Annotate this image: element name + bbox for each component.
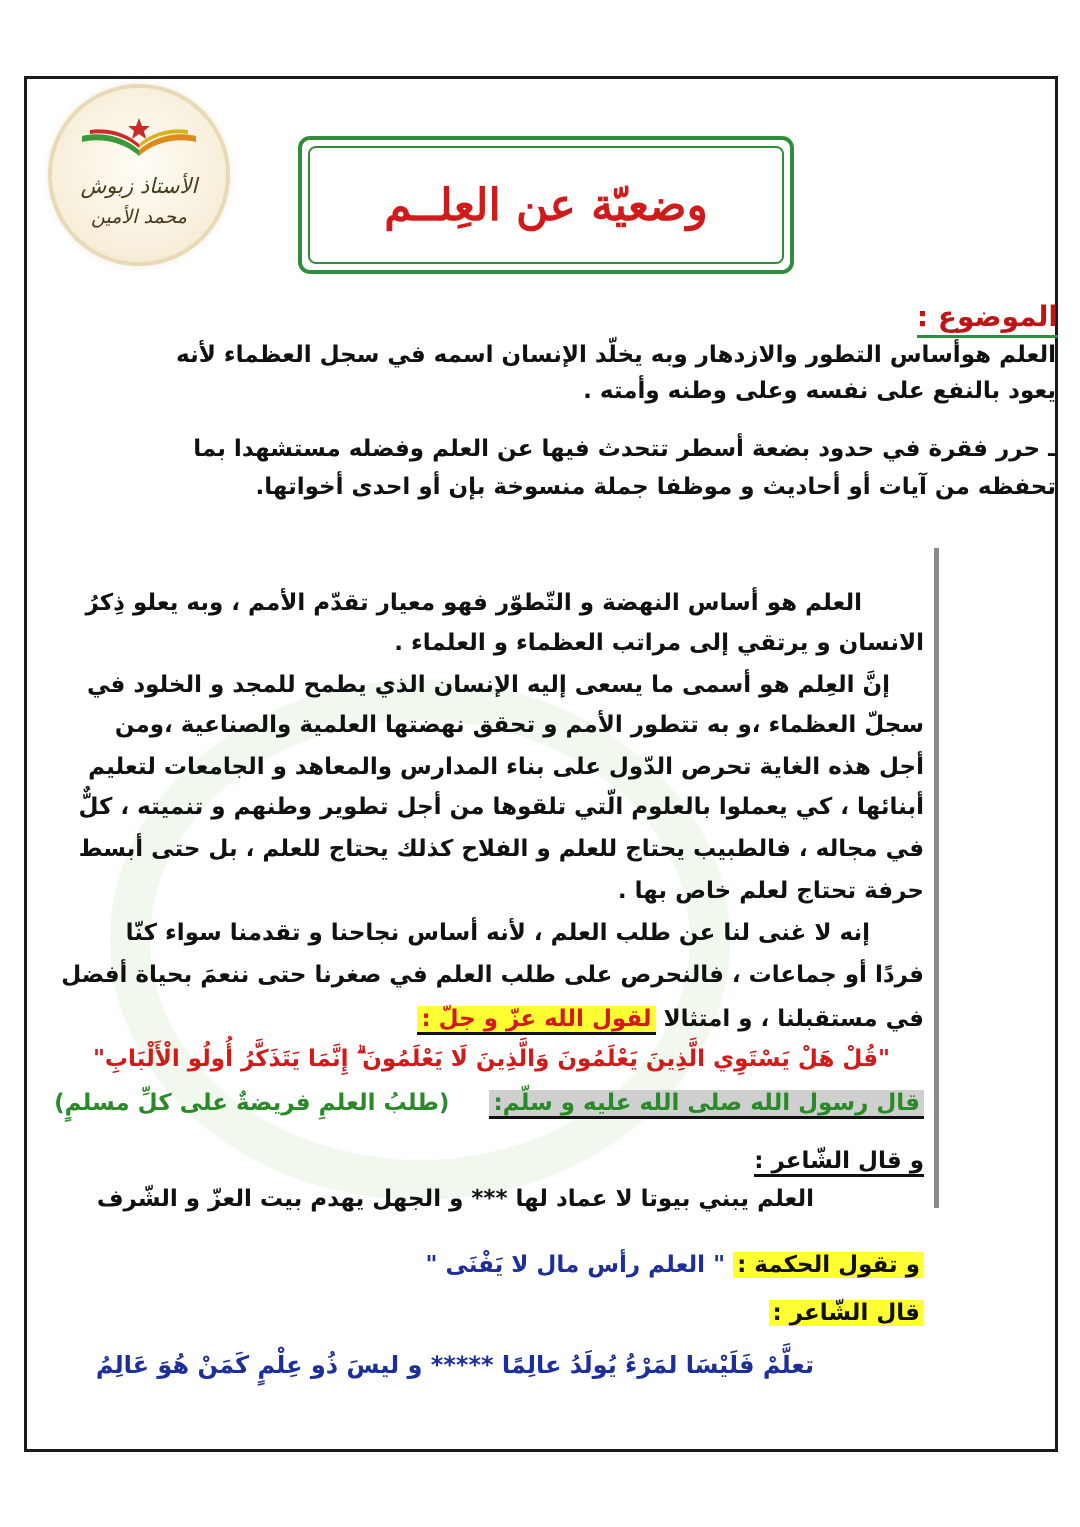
task-line-3: ـ حرر فقرة في حدود بضعة أسطر تتحدث فيها عن العلم وفضله مستشهدا بما <box>193 436 1056 462</box>
poem2-line: تعلَّمْ فَلَيْسَا لمَرْءُ يُولَدُ عالِمًا ***** و ليسَ ذُو عِلْمٍ كَمَنْ هُوَ عَالِمُ <box>95 1351 814 1379</box>
poet2-intro: قال الشّاعر : <box>769 1300 924 1326</box>
wisdom-line <box>425 1250 924 1280</box>
essay-line: أبنائها ، كي يعملوا بالعلوم الّتي تلقوها من أجل تطوير وطنهم و تنميته ، كلٌّ <box>78 794 924 820</box>
logo-text-1: الأستاذ زبوش <box>80 174 198 198</box>
poem-line: العلم يبني بيوتا لا عماد لها *** و الجهل يهدم بيت العزّ و الشّرف <box>96 1186 814 1212</box>
task-line-1: العلم هوأساس التطور والازدهار وبه يخلّد الإنسان اسمه في سجل العظماء لأنه <box>176 342 1056 368</box>
essay-line: الانسان و يرتقي إلى مراتب العظماء و العلماء . <box>394 630 924 656</box>
essay-line: حرفة تحتاج لعلم خاص بها . <box>617 878 924 904</box>
hadith-intro: قال رسول الله صلى الله عليه و سلّم: <box>489 1090 924 1119</box>
essay-line: إنَّ العِلم هو أسمى ما يسعى إليه الإنسان الذي يطمح للمجد و الخلود في <box>86 672 890 698</box>
author-logo <box>52 88 226 262</box>
essay-line: أجل هذه الغاية تحرص الدّول على بناء المدارس والمعاهد و الجامعات لتعليم <box>88 754 924 780</box>
poet2-intro-line <box>769 1298 924 1328</box>
logo-text-2: محمد الأمين <box>91 206 187 228</box>
subject-label: الموضوع : <box>917 300 1058 338</box>
page-title: وضعيّة عن العِلــم <box>384 180 708 231</box>
essay-line: في مجاله ، فالطبيب يحتاج للعلم و الفلاح كذلك يحتاج للعلم ، بل حتى أبسط <box>78 836 924 862</box>
wisdom-intro: و تقول الحكمة : <box>733 1252 924 1278</box>
poet-intro: و قال الشّاعر : <box>754 1148 924 1177</box>
title-box <box>298 136 794 274</box>
quran-intro: لقول الله عزّ و جلّ : <box>417 1006 655 1035</box>
task-line-2: يعود بالنفع على نفسه وعلى وطنه وأمته . <box>583 378 1056 404</box>
quran-intro-line <box>417 1004 924 1034</box>
quran-verse: "قُلْ هَلْ يَسْتَوِي الَّذِينَ يَعْلَمُونَ وَالَّذِينَ لَا يَعْلَمُونَ ۗ إِنَّمَا يَتَذَكَّرُ أُولُو الْأَلْبَابِ" <box>92 1046 890 1072</box>
hadith-line <box>54 1088 924 1118</box>
task-line-4: تحفظه من آيات أو أحاديث و موظفا جملة منسوخة بإن أو احدى أخواتها. <box>255 474 1056 500</box>
essay-line: سجلّ العظماء ،و به تتطور الأمم و تحقق نهضتها العلمية والصناعية ،ومن <box>114 712 924 738</box>
essay-line: فردًا أو جماعات ، فالنحرص على طلب العلم في صغرنا حتى ننعمَ بحياة أفضل <box>61 962 924 988</box>
wisdom-text: " العلم رأس مال لا يَفْنَى " <box>425 1252 726 1278</box>
hadith-text: (طلبُ العلمِ فريضةٌ على كلِّ مسلمٍ) <box>54 1090 450 1116</box>
essay-margin-rule <box>934 548 939 1208</box>
poet-intro-line <box>754 1146 924 1176</box>
essay-line: إنه لا غنى لنا عن طلب العلم ، لأنه أساس نجاحنا و تقدمنا سواء كنّا <box>125 920 870 946</box>
essay-line: العلم هو أساس النهضة و التّطوّر فهو معيار تقدّم الأمم ، وبه يعلو ذِكرُ <box>85 590 862 616</box>
essay-line: في مستقبلنا ، و امتثالا <box>663 1006 924 1032</box>
book-icon <box>76 112 202 172</box>
